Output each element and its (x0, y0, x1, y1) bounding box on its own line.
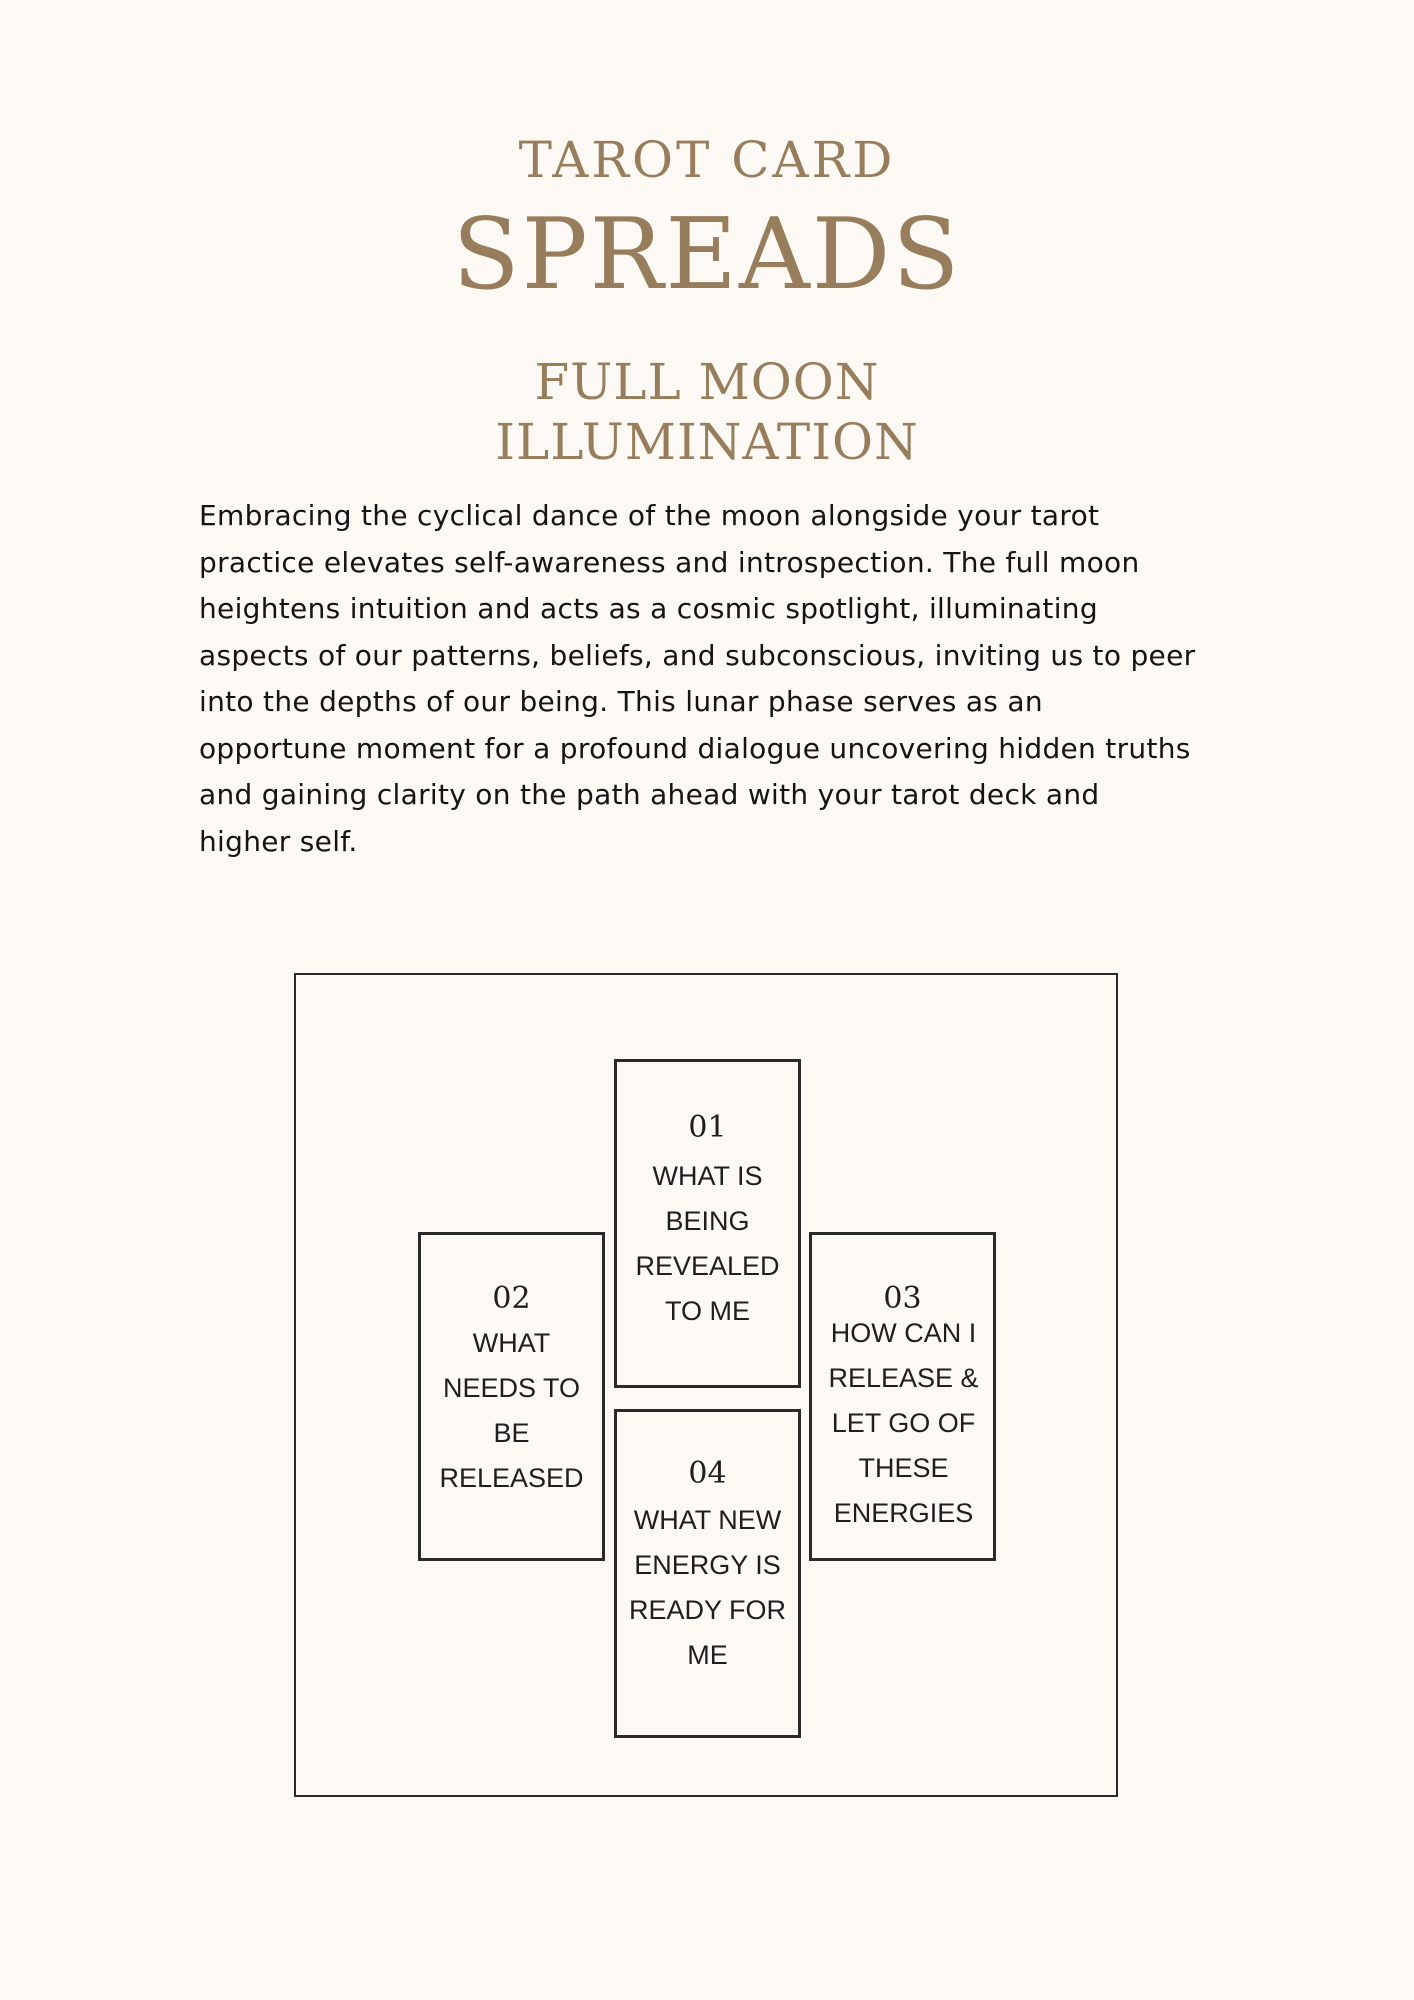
card-number: 02 (492, 1281, 531, 1316)
spread-title-line1: FULL MOON (534, 353, 880, 411)
tarot-card-position-4 (614, 1409, 801, 1738)
header-title-line1: TAROT CARD (518, 131, 896, 189)
card-question: WHAT NEEDS TO BE RELEASED (439, 1328, 584, 1493)
tarot-card-position-2 (418, 1232, 605, 1561)
tarot-card-position-3 (809, 1232, 996, 1561)
card-question: WHAT NEW ENERGY IS READY FOR ME (628, 1505, 787, 1670)
card-question: WHAT IS BEING REVEALED TO ME (635, 1161, 780, 1326)
card-number: 01 (688, 1110, 727, 1145)
card-number: 04 (688, 1456, 727, 1491)
spread-title (0, 352, 1414, 472)
spread-description: Embracing the cyclical dance of the moon alongside your tarot practice elevates self-awareness and introspection. The full moon heightens intuition and acts as a cosmic spotlight, illuminating aspects of our patterns, beliefs, and subconscious, inviting us to peer into the depths of our being. This lunar phase serves as an opportune moment for a profound dialogue uncovering hidden truths and gaining clarity on the path ahead with your tarot deck and higher self. (199, 499, 1196, 858)
tarot-card-position-1 (614, 1059, 801, 1388)
header-title-line2: SPREADS (452, 198, 962, 312)
card-question: HOW CAN I RELEASE & LET GO OF THESE ENERGIES (828, 1318, 979, 1528)
spread-title-line2: ILLUMINATION (495, 413, 919, 471)
card-number: 03 (883, 1281, 922, 1316)
